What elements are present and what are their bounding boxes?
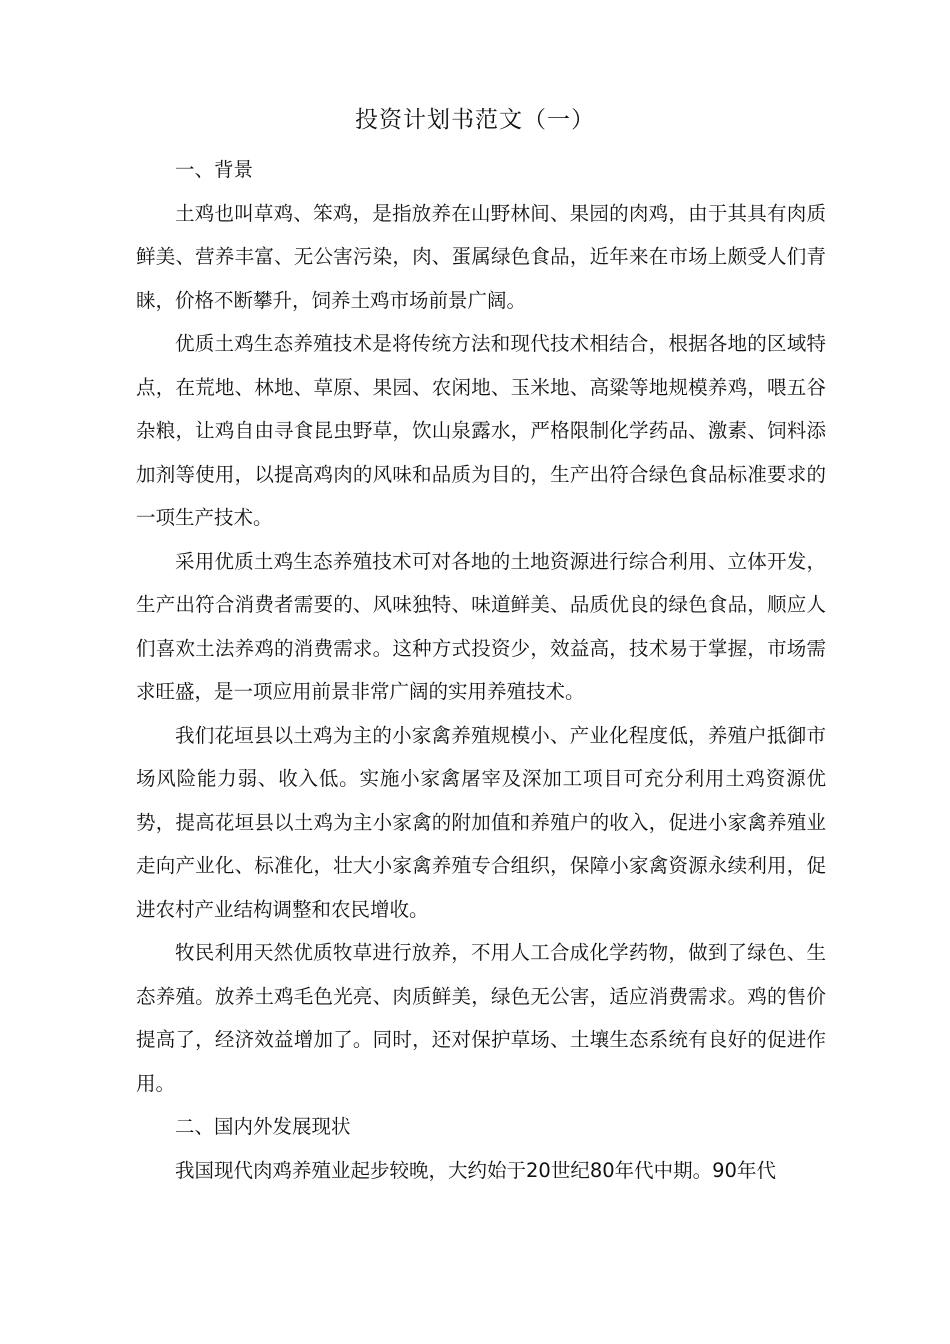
paragraph: 牧民利用天然优质牧草进行放养，不用人工合成化学药物，做到了绿色、生态养殖。放养土鸡毛色光亮、肉质鲜美，绿色无公害，适应消费需求。鸡的售价提高了，经济效益增加了。同时，还对保护草场、土壤生态系统有良好的促进作用。: [136, 941, 826, 1095]
paragraph: 采用优质土鸡生态养殖技术可对各地的土地资源进行综合利用、立体开发，生产出符合消费者需要的、风味独特、味道鲜美、品质优良的绿色食品，顺应人们喜欢土法养鸡的消费需求。这种方式投资少，效益高，技术易于掌握，市场需求旺盛，是一项应用前景非常广阔的实用养殖技术。: [136, 549, 826, 703]
document-body: [136, 148, 826, 1192]
section-heading-status: 二、国内外发展现状: [175, 1115, 351, 1138]
document-title: 投资计划书范文（一）: [355, 107, 595, 133]
paragraph: 我国现代肉鸡养殖业起步较晚，大约始于20世纪80年代中期。90年代: [175, 1158, 776, 1182]
paragraph: 土鸡也叫草鸡、笨鸡，是指放养在山野林间、果园的肉鸡，由于其具有肉质鲜美、营养丰富、无公害污染，肉、蛋属绿色食品，近年来在市场上颇受人们青睐，价格不断攀升，饲养土鸡市场前景广阔。: [136, 201, 826, 312]
section-heading-background: 一、背景: [175, 158, 254, 181]
paragraph: 优质土鸡生态养殖技术是将传统方法和现代技术相结合，根据各地的区域特点，在荒地、林地、草原、果园、农闲地、玉米地、高粱等地规模养鸡，喂五谷杂粮，让鸡自由寻食昆虫野草，饮山泉露水，严格限制化学药品、激素、饲料添加剂等使用，以提高鸡肉的风味和品质为目的，生产出符合绿色食品标准要求的一项生产技术。: [136, 332, 826, 529]
paragraph: 我们花垣县以土鸡为主的小家禽养殖规模小、产业化程度低，养殖户抵御市场风险能力弱、收入低。实施小家禽屠宰及深加工项目可充分利用土鸡资源优势，提高花垣县以土鸡为主小家禽的附加值和养殖户的收入，促进小家禽养殖业走向产业化、标准化，壮大小家禽养殖专合组织，保障小家禽资源永续利用，促进农村产业结构调整和农民增收。: [136, 723, 826, 921]
